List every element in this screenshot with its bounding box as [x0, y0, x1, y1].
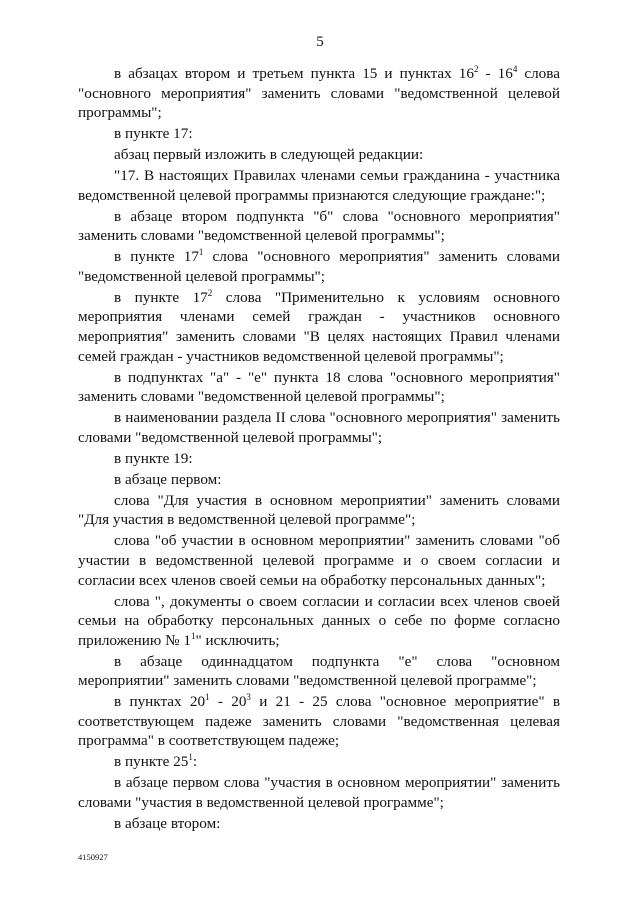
paragraph-p5 [78, 207, 560, 246]
superscript-index: 1 [188, 752, 193, 763]
paragraph-p10 [78, 449, 560, 469]
text-segment: в абзацах втором и третьем пункта 15 и пунктах 16 [114, 65, 474, 82]
superscript-index: 1 [190, 630, 196, 641]
paragraph-p4 [78, 166, 560, 205]
paragraph-p6 [78, 247, 560, 286]
text-segment: слова "основного мероприятия" заменить словами "ведомственной целевой программы"; [78, 65, 560, 122]
paragraph-p18 [78, 773, 560, 812]
paragraph-p7 [78, 288, 560, 366]
paragraph-p14 [78, 592, 560, 651]
text-segment: слова "Для участия в основном мероприятии" заменить словами "Для участия в ведомственной целевой программе"; [78, 491, 560, 529]
text-segment: в абзаце первом: [114, 470, 222, 488]
text-segment: в пункте 25 [114, 753, 189, 771]
text-segment: в абзаце втором подпункта "б" слова "основного мероприятия" заменить словами "ведомственной целевой программы"; [78, 207, 560, 245]
text-segment: в пунктах 20 [114, 693, 206, 711]
superscript-index: 3 [246, 692, 251, 703]
text-segment: в абзаце одиннадцатом подпункта "е" слова "основном мероприятии" заменить словами "ведомственной целевой программе"; [78, 652, 560, 690]
paragraph-p17 [78, 752, 560, 772]
paragraph-p15 [78, 652, 560, 691]
text-segment: - 16 [478, 65, 513, 82]
document-code: 4150927 [78, 852, 108, 862]
text-segment: "17. В настоящих Правилах членами семьи гражданина - участника ведомственной целевой программы признаются следующие граждане:"; [78, 167, 560, 204]
paragraph-p11 [78, 470, 560, 490]
superscript-index: 2 [207, 287, 213, 298]
superscript-index: 2 [474, 64, 479, 74]
page-number: 5 [316, 34, 324, 50]
paragraph-p16 [78, 692, 560, 751]
text-segment: : [192, 753, 198, 771]
superscript-index: 1 [205, 692, 210, 703]
text-segment: слова ", документы о своем согласии и согласии всех членов своей семьи на обработку персональных данных о себе по форме согласно приложению № 1 [78, 592, 560, 649]
paragraph-p19 [78, 814, 560, 834]
paragraph-p2 [78, 124, 560, 144]
text-segment: слова "основного мероприятия" заменить словами "ведомственной целевой программы"; [78, 248, 560, 285]
text-segment: в наименовании раздела II слова "основного мероприятия" заменить словами "ведомственной целевой программы"; [78, 409, 560, 446]
superscript-index: 4 [512, 64, 518, 74]
paragraph-p1 [78, 64, 560, 123]
text-segment: в подпунктах "а" - "е" пункта 18 слова "основного мероприятия" заменить словами "ведомственной целевой программы"; [78, 368, 560, 406]
text-segment: в пункте 17 [114, 248, 199, 266]
text-segment: слова "Применительно к условиям основного мероприятия членами семей граждан - участников основного мероприятия" заменить словами "В целях настоящих Правил членами семей граждан - участников ведомственной целевой программы"; [78, 288, 561, 365]
document-body [78, 64, 560, 835]
text-segment: слова "об участии в основном мероприятии" заменить словами "об участии в ведомственной целевой программе и о своем согласии и согласии всех членов своей семьи на обработку персональных данных"; [78, 532, 560, 589]
text-segment: и 21 - 25 слова "основное мероприятие" в соответствующем падеже заменить словами "ведомственная целевая программа" в соответствующем падеже; [78, 693, 561, 750]
text-segment: в пункте 17 [114, 288, 208, 306]
paragraph-p8 [78, 368, 560, 407]
paragraph-p13 [78, 531, 560, 590]
superscript-index: 1 [198, 247, 204, 258]
text-segment: в пункте 17: [114, 125, 193, 143]
text-segment: абзац первый изложить в следующей редакции: [114, 146, 424, 164]
paragraph-p3 [78, 145, 560, 165]
text-segment: в абзаце первом слова "участия в основном мероприятии" заменить словами "участия в ведомственной целевой программе"; [78, 774, 560, 812]
text-segment: " исключить; [195, 631, 280, 649]
paragraph-p12 [78, 491, 560, 530]
text-segment: в абзаце втором: [114, 815, 221, 832]
paragraph-p9 [78, 408, 560, 447]
text-segment: - 20 [209, 693, 247, 711]
text-segment: в пункте 19: [114, 449, 193, 467]
